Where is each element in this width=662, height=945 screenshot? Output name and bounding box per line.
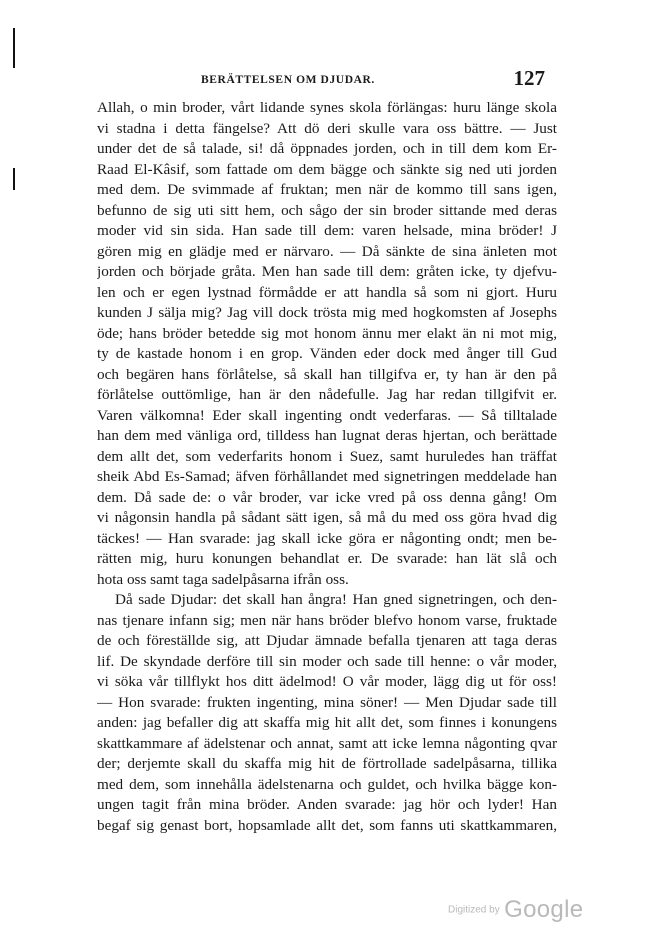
scan-margin-line-mid <box>13 168 15 190</box>
text-line: der; derjemte skall du skaffa mig hit de förtrollade sadelpåsarna, tillika <box>97 755 557 772</box>
text-line: med dem. De svimmade af fruktan; men när de kommo till sans igen, <box>97 181 557 198</box>
text-line: förlåtelse outtömlige, han är den nådefulle. Jag har redan tillgifvit er. <box>97 386 557 403</box>
running-title: BERÄTTELSEN OM DJUDAR. <box>201 74 375 86</box>
text-line: Då sade Djudar: det skall han ångra! Han gned signetringen, och den- <box>115 591 557 608</box>
digitized-watermark <box>448 896 583 924</box>
text-line: öde; hans bröder betedde sig mot honom ännu mer elakt än ni mot mig, <box>97 324 557 342</box>
text-line: jorden och började gråta. Men han sade till dem: gråten icke, ty djefvu- <box>97 263 557 280</box>
text-line: lif. De skyndade derföre till sin moder och sade till henne: o vår moder, <box>97 652 557 670</box>
text-line: — Hon svarade: frukten ingenting, mina söner! — Men Djudar sade till <box>97 693 557 711</box>
text-line: ty de kastade honom i en grop. Vänden eder dock med ånger till Gud <box>97 345 557 362</box>
text-line: hota oss samt taga sadelpåsarna ifrån oss. <box>97 570 349 588</box>
text-line: kunden J sälja mig? Jag vill dock trösta mig med hogkomsten af Josephs <box>97 304 557 321</box>
text-line: skattkammare af ädelstenar och annat, samt att icke lemna någonting qvar <box>97 734 557 752</box>
text-line: dem allt det, som vederfarits honom i Suez, samt huruledes han träffat <box>97 447 557 465</box>
body-text <box>97 98 557 836</box>
text-line: rätten mig, huru konungen behandlat er. De svarade: han lät slå och <box>97 550 557 567</box>
text-line: sheik Abd Es-Samad; äfven förhållandet med signetringen meddelade han <box>97 468 557 485</box>
text-line: begaf sig genast bort, hopsamlade allt det, som fanns uti skattkammaren, <box>97 816 557 834</box>
page-header <box>95 66 545 92</box>
text-line: han dem med vänliga ord, tilldess han lugnat deras hjertan, och berättade <box>97 427 557 444</box>
text-line: vi stadna i detta fängelse? Att dö deri skulle vara oss bättre. — Just <box>97 119 557 137</box>
text-line: Raad El-Kâsif, som fattade om dem bägge och sänkte sig ned uti jorden <box>97 160 557 178</box>
text-line: Allah, o min broder, vårt lidande synes skola förlängas: huru länge skola <box>97 99 557 116</box>
google-logo: Google <box>504 896 584 923</box>
text-line: ungen tagit från mina bröder. Anden svarade: jag hör och lyder! Han <box>97 796 557 813</box>
text-line: moder vid sin sida. Han sade till dem: varen helsade, mina bröder! J <box>97 222 557 239</box>
text-line: de och föreställde sig, att Djudar ämnade befalla tjenaren att taga deras <box>97 632 557 649</box>
text-line: med dem, som innehålla ädelstenarna och guldet, och hvilka bägge kon- <box>97 775 557 793</box>
text-line: nas tjenare infann sig; men när hans bröder blefvo honom varse, fruktade <box>97 611 557 629</box>
page-number: 127 <box>513 66 545 90</box>
text-line: under det de så talade, si! då öppnades jorden, och in till dem kom Er- <box>97 140 557 157</box>
text-line: och begären hans förlåtelse, så skall han tillgifva er, ty han är den på <box>97 365 557 383</box>
text-line: vi någonsin handla på sådant sätt igen, så må du med oss göra hvad dig <box>97 509 557 526</box>
text-line: dem. Då sade de: o vår broder, var icke vred på oss denna gång! Om <box>97 488 557 506</box>
watermark-prefix: Digitized by <box>448 904 500 916</box>
scan-margin-line-top <box>13 28 15 68</box>
text-line: len och er egen lystnad förmådde er att handla så som ni gjort. Huru <box>97 283 557 301</box>
text-line: anden: jag befaller dig att skaffa mig hit allt det, som finnes i konungens <box>97 714 557 731</box>
text-line: täckes! — Han svarade: jag skall icke göra er någonting ondt; men be- <box>97 529 557 547</box>
text-line: vi söka vår tillflykt hos ditt ädelmod! O vår moder, lägg dig ut för oss! <box>97 673 557 690</box>
text-line: Varen välkomna! Eder skall ingenting ondt vederfaras. — Så tilltalade <box>97 406 557 424</box>
text-line: befunno de sig uti sitt hem, och sågo der sin broder sittande med deras <box>97 201 557 219</box>
text-line: gören mig en glädje med er närvaro. — Då sänkte de sina änleten mot <box>97 242 557 260</box>
